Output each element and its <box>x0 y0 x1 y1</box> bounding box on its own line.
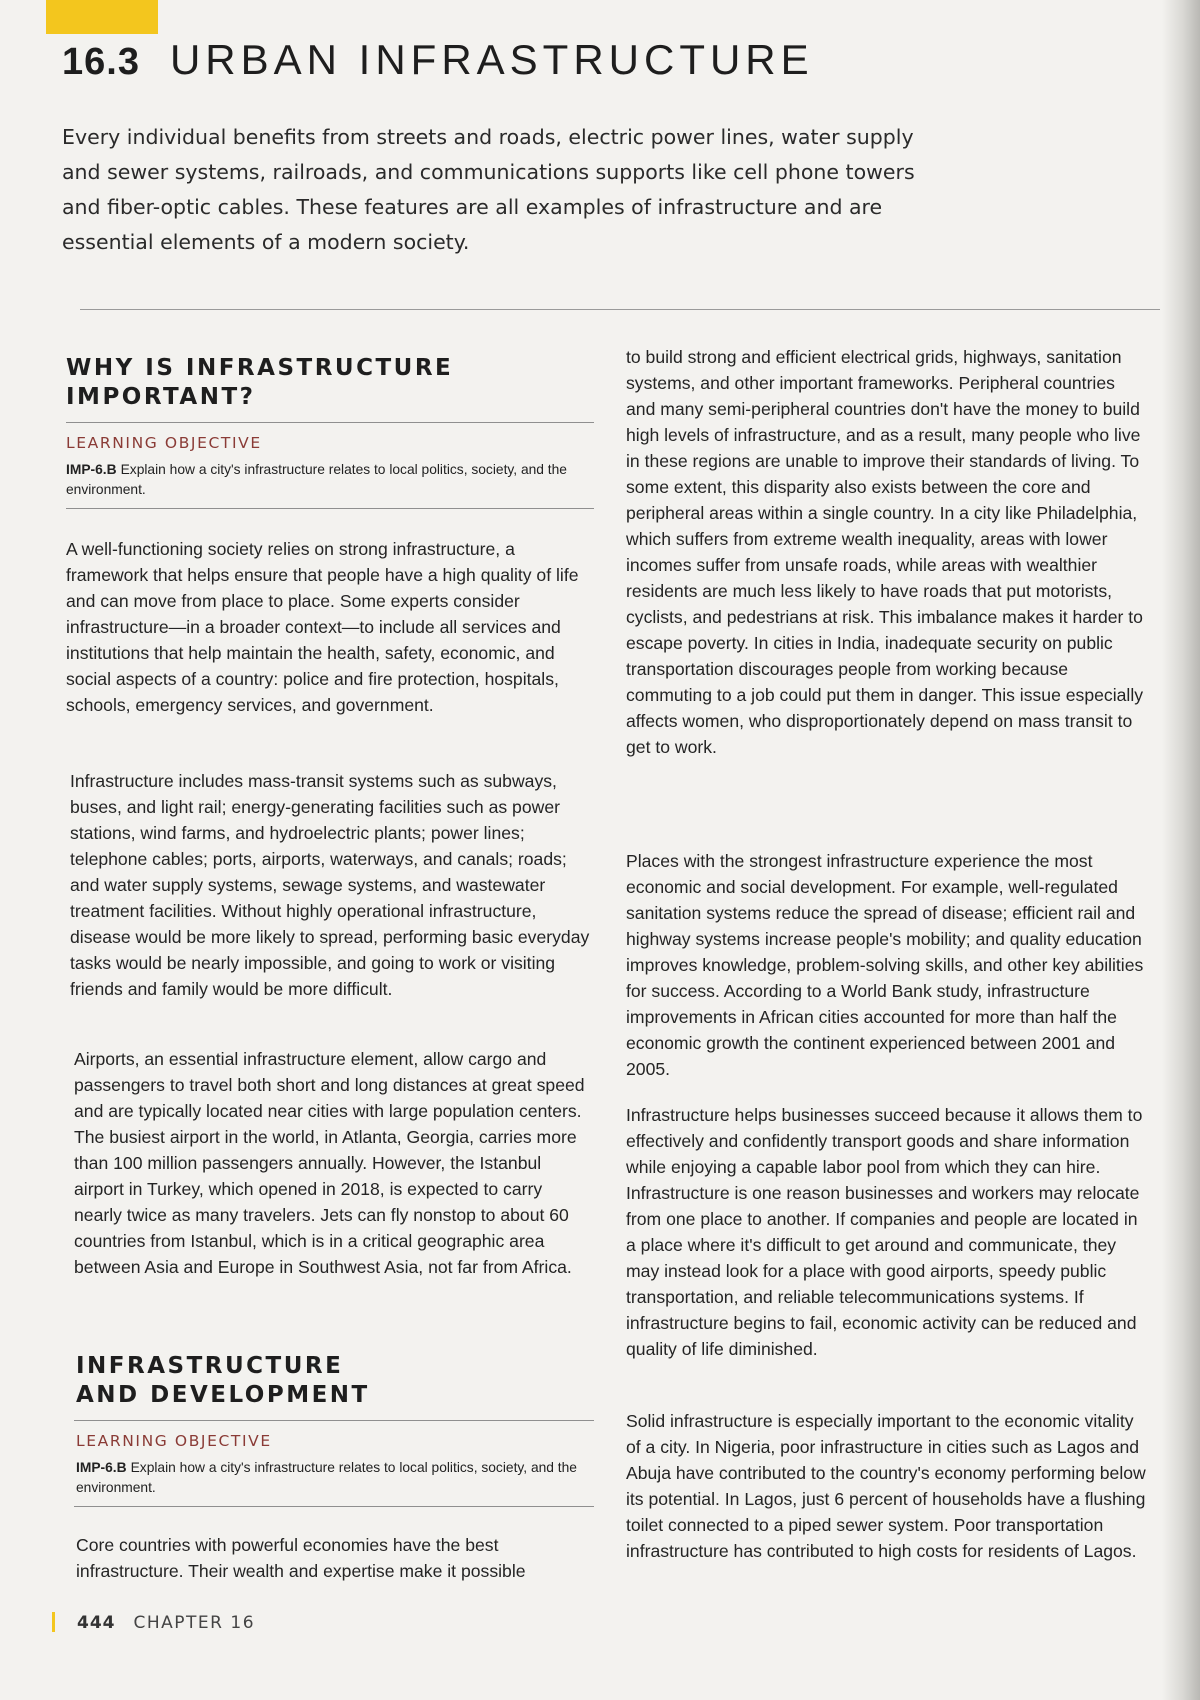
body-paragraph: Infrastructure helps businesses succeed because it allows them to effectively and confidently transport goods and share information while enjoying a capable labor pool from which they can hire. Infrastructure is one reason businesses and workers may relocate from one place to another. If companies and people are located in a place where it's difficult to get around and communicate, they may instead look for a place with good airports, speedy public transportation, and reliable telecommunications systems. If infrastructure begins to fail, economic activity can be reduced and quality of life diminished. <box>626 1105 1143 1359</box>
objective-description: Explain how a city's infrastructure relates to local politics, society, and the environment. <box>66 462 567 497</box>
body-paragraph: Infrastructure includes mass-transit systems such as subways, buses, and light rail; energy-generating facilities such as power stations, wind farms, and hydroelectric plants; power lines; telephone cables; ports, airports, waterways, and canals; roads; and water supply systems, sewage systems, and wastewater treatment facilities. Without highly operational infrastructure, disease would be more likely to spread, performing basic everyday tasks would be nearly impossible, and going to work or visiting friends and family would be more difficult. <box>70 771 590 999</box>
heading-infrastructure-development <box>76 1352 370 1410</box>
learning-objective-text <box>66 460 594 500</box>
section-heading <box>62 36 814 84</box>
objective-top-rule <box>66 422 594 423</box>
section-number: 16.3 <box>62 41 140 83</box>
footer-accent-bar <box>52 1612 55 1632</box>
heading-line: WHY IS INFRASTRUCTURE <box>66 355 454 381</box>
chapter-label: CHAPTER 16 <box>133 1613 256 1633</box>
section-divider <box>80 309 1160 310</box>
learning-objective-text <box>76 1458 594 1498</box>
heading-line: AND DEVELOPMENT <box>76 1382 370 1408</box>
heading-line: IMPORTANT? <box>66 384 256 410</box>
page-footer <box>52 1612 255 1633</box>
corner-color-tab <box>46 0 158 34</box>
objective-bottom-rule <box>74 1506 594 1507</box>
body-paragraph: Places with the strongest infrastructure experience the most economic and social development. For example, well-regulated sanitation systems reduce the spread of disease; efficient rail and highway systems increase people's mobility; and quality education improves knowledge, problem-solving skills, and other key abilities for success. According to a World Bank study, infrastructure improvements in African cities accounted for more than half the economic growth the continent experienced between 2001 and 2005. <box>626 851 1144 1079</box>
body-paragraph: to build strong and efficient electrical grids, highways, sanitation systems, and other important frameworks. Peripheral countries and many semi-peripheral countries don't have the money to build high levels of infrastructure, and as a result, many people who live in these regions are unable to improve their standards of living. To some extent, this disparity also exists between the core and peripheral areas within a single country. In a city like Philadelphia, which suffers from extreme wealth inequality, areas with lower incomes suffer from unsafe roads, while areas with wealthier residents are much less likely to have roads that put motorists, cyclists, and pedestrians at risk. This imbalance makes it harder to escape poverty. In cities in India, inadequate security on public transportation discourages people from working because commuting to a job could put them in danger. This issue especially affects women, who disproportionately depend on mass transit to get to work. <box>626 347 1144 757</box>
objective-bottom-rule <box>66 508 594 509</box>
objective-description: Explain how a city's infrastructure relates to local politics, society, and the environment. <box>76 1460 577 1495</box>
body-paragraph: Airports, an essential infrastructure element, allow cargo and passengers to travel both short and long distances at great speed and are typically located near cities with large population centers. The busiest airport in the world, in Atlanta, Georgia, carries more than 100 million passengers annually. However, the Istanbul airport in Turkey, which opened in 2018, is expected to carry nearly twice as many travelers. Jets can fly nonstop to about 60 countries from Istanbul, which is in a critical geographic area between Asia and Europe in Southwest Asia, not far from Africa. <box>74 1049 585 1277</box>
learning-objective-label: LEARNING OBJECTIVE <box>76 1432 272 1450</box>
objective-top-rule <box>74 1420 594 1421</box>
body-paragraph: Core countries with powerful economies have the best infrastructure. Their wealth and expertise make it possible <box>76 1535 526 1581</box>
body-paragraph: Solid infrastructure is especially important to the economic vitality of a city. In Nigeria, poor infrastructure in cities such as Lagos and Abuja have contributed to the country's economy performing below its potential. In Lagos, just 6 percent of households have a flushing toilet connected to a piped sewer system. Poor transportation infrastructure has contributed to high costs for residents of Lagos. <box>626 1411 1146 1561</box>
page-number: 444 <box>77 1613 116 1633</box>
learning-objective-label: LEARNING OBJECTIVE <box>66 434 262 452</box>
page-edge-shadow <box>1162 0 1200 1700</box>
objective-code: IMP-6.B <box>66 462 117 477</box>
intro-paragraph: Every individual benefits from streets and roads, electric power lines, water supply and sewer systems, railroads, and communications supports like cell phone towers and fiber-optic cables. These features are all examples of infrastructure and are essential elements of a modern society. <box>62 125 915 254</box>
section-title: URBAN INFRASTRUCTURE <box>169 36 814 83</box>
heading-line: INFRASTRUCTURE <box>76 1353 344 1379</box>
body-paragraph: A well-functioning society relies on strong infrastructure, a framework that helps ensure that people have a high quality of life and can move from place to place. Some experts consider infrastructure—in a broader context—to include all services and institutions that help maintain the health, safety, economic, and social aspects of a country: police and fire protection, hospitals, schools, emergency services, and government. <box>66 539 579 715</box>
heading-why-infrastructure <box>66 354 453 412</box>
objective-code: IMP-6.B <box>76 1460 127 1475</box>
